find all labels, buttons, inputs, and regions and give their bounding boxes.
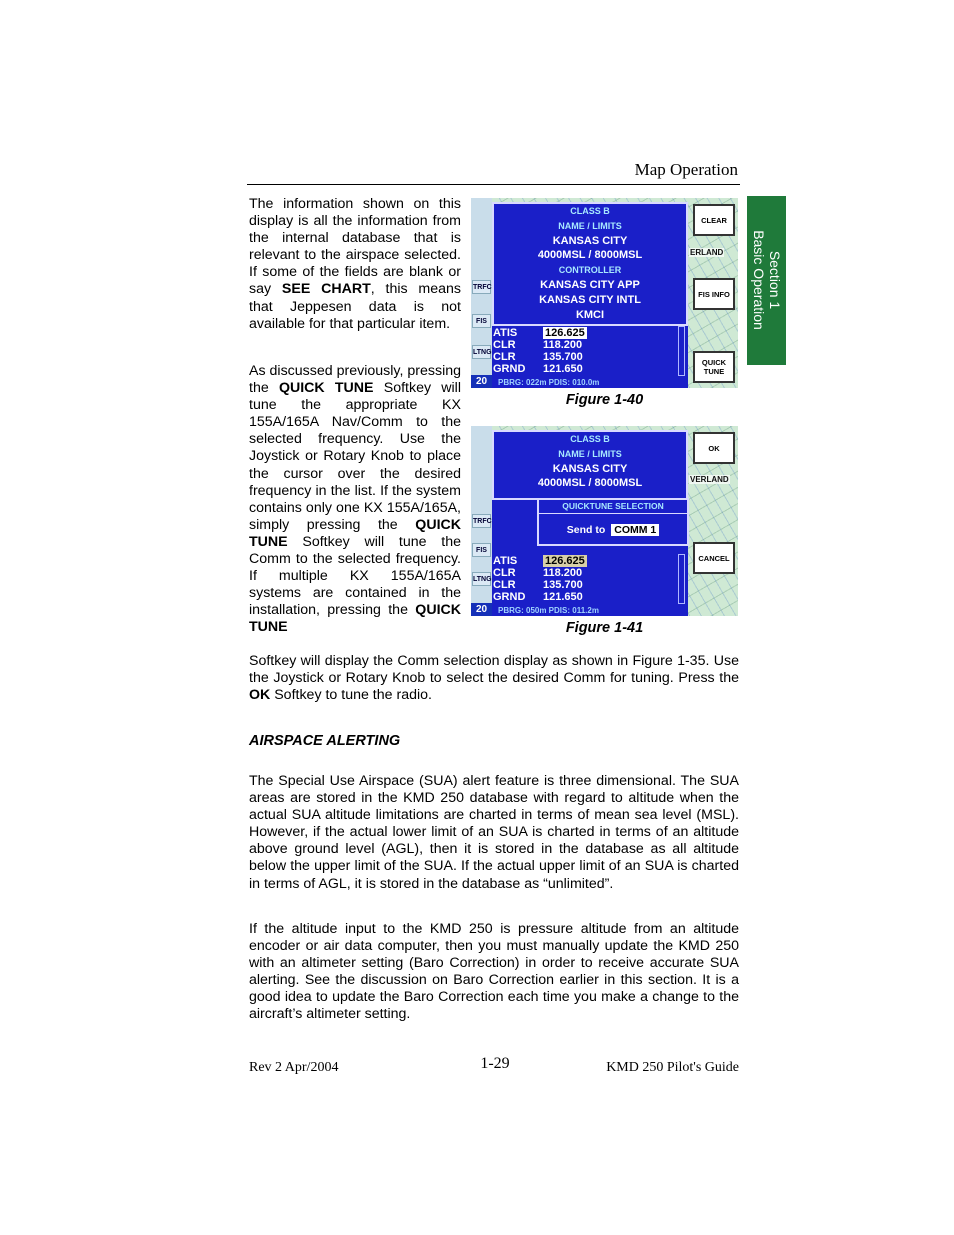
- freq-row[interactable]: [493, 579, 583, 591]
- panel-line-name: KANSAS CITY: [552, 234, 628, 247]
- paragraph-4: [249, 921, 739, 1024]
- p2-text-d: Softkey will display the Comm selection display as shown in Figure 1-35. Use the Joystick or Rotary Knob to select the desired Comm for tuning. Press the: [249, 653, 739, 687]
- airspace-info-panel: [492, 430, 688, 500]
- freq-label: GRND: [493, 591, 526, 603]
- airspace-info-panel: [492, 202, 688, 326]
- left-key-column: [471, 198, 492, 388]
- panel-line-name-limits: NAME / LIMITS: [558, 220, 622, 231]
- freq-label: CLR: [493, 351, 516, 363]
- page-number: 1-29: [480, 1055, 510, 1072]
- fis-info-softkey[interactable]: FIS INFO: [693, 278, 735, 310]
- paragraph-3: [249, 773, 739, 893]
- freq-value: 135.700: [543, 351, 583, 363]
- frequency-scrollbar[interactable]: [678, 326, 685, 376]
- section-tab-text: [751, 200, 783, 360]
- map-label: VERLAND: [690, 475, 729, 484]
- section-heading: AIRSPACE ALERTING: [249, 733, 401, 749]
- paragraph-1: [249, 196, 461, 333]
- panel-line-controller-1: KANSAS CITY APP: [540, 278, 640, 291]
- p2-text-a: As discussed previously, pressing the: [249, 363, 461, 397]
- freq-row[interactable]: [493, 351, 583, 363]
- freq-value-selected: 126.625: [545, 555, 585, 567]
- p2-bold-quick-tune-1: QUICK TUNE: [278, 380, 374, 397]
- figure-1-40-caption: Figure 1-40: [565, 392, 644, 408]
- freq-row[interactable]: [493, 591, 583, 603]
- freq-value: 121.650: [543, 363, 583, 375]
- freq-row[interactable]: [493, 327, 587, 339]
- footer-revision: Rev 2 Apr/2004: [249, 1060, 339, 1075]
- p1-text-a: The information shown on this display is all the information from the internal database that is relevant to the airspace selected. If some of the fields are blank or say: [249, 196, 461, 298]
- section-tab-line2: Basic Operation: [751, 230, 767, 330]
- left-key-ltng: LTNG: [472, 345, 491, 359]
- freq-value: 121.650: [543, 591, 583, 603]
- freq-value: 135.700: [543, 579, 583, 591]
- p4-text: If the altitude input to the KMD 250 is pressure altitude from an altitude encoder or air data computer, then you must manually update the KMD 250 with an altimeter setting (Baro Correction) in order to receive accurate SUA alerting. See the discussion on Baro Correction earlier in this section. It is a good idea to update the Baro Correction each time you make a change to the aircraft’s altimeter setting.: [249, 921, 739, 1023]
- panel-line-controller-2: KANSAS CITY INTL: [539, 293, 641, 306]
- left-key-fis: FIS: [472, 543, 491, 557]
- paragraph-2-continued: [249, 653, 739, 704]
- map-scale: 20: [471, 603, 492, 616]
- quick-tune-softkey[interactable]: QUICK TUNE: [693, 351, 735, 383]
- left-key-trfc: TRFC: [472, 280, 491, 294]
- header-rule: [247, 184, 740, 185]
- left-key-ltng: LTNG: [472, 572, 491, 586]
- panel-line-name-limits: NAME / LIMITS: [558, 448, 622, 459]
- freq-label: CLR: [493, 339, 516, 351]
- cancel-softkey[interactable]: CANCEL: [693, 542, 735, 574]
- footer-guide-title: KMD 250 Pilot's Guide: [606, 1060, 739, 1075]
- panel-line-limits: 4000MSL / 8000MSL: [537, 249, 643, 262]
- panel-line-limits: 4000MSL / 8000MSL: [537, 477, 643, 490]
- left-key-fis: FIS: [472, 314, 491, 328]
- freq-label: ATIS: [493, 327, 518, 339]
- figure-1-40-screen: [471, 198, 738, 388]
- map-scale: 20: [471, 375, 492, 388]
- map-label: ERLAND: [690, 248, 724, 257]
- quicktune-selection-dialog: [537, 498, 689, 546]
- panel-line-class: CLASS B: [570, 206, 610, 216]
- ok-softkey[interactable]: OK: [693, 432, 735, 464]
- freq-row[interactable]: [493, 363, 583, 375]
- status-bar: PBRG: 022m PDIS: 010.0m: [492, 378, 688, 388]
- p2-bold-quick-tune-3: QUICK TUNE: [249, 602, 461, 636]
- send-to-row: [539, 524, 687, 536]
- p1-bold: SEE CHART: [281, 281, 371, 298]
- left-key-column: [471, 426, 492, 616]
- panel-line-ident: KMCI: [575, 308, 605, 321]
- section-tab-line1: Section 1: [767, 250, 783, 310]
- frequency-scrollbar[interactable]: [678, 554, 685, 604]
- freq-label: ATIS: [493, 555, 518, 567]
- p2-bold-ok: OK: [249, 687, 271, 704]
- p2-bold-quick-tune-2: QUICK TUNE: [249, 516, 461, 550]
- p1-text-b: , this means that Jeppesen data is not available for that particular item.: [249, 281, 461, 332]
- left-key-trfc: TRFC: [472, 514, 491, 528]
- panel-line-controller-title: CONTROLLER: [558, 265, 622, 276]
- freq-label: GRND: [493, 363, 526, 375]
- freq-value: 118.200: [543, 567, 583, 579]
- freq-value: 118.200: [543, 339, 583, 351]
- page-header-title: Map Operation: [634, 160, 738, 179]
- freq-value-selected: 126.625: [545, 327, 585, 339]
- p2-text-c: Softkey will tune the Comm to the selected frequency. If multiple KX 155A/165A systems are contained in the installation, pressing the: [249, 533, 461, 619]
- panel-line-name: KANSAS CITY: [552, 462, 628, 475]
- status-bar: PBRG: 050m PDIS: 011.2m: [492, 606, 688, 616]
- freq-row[interactable]: [493, 567, 582, 579]
- figure-1-41-caption: Figure 1-41: [565, 620, 644, 636]
- figure-1-41-screen: [471, 426, 738, 616]
- paragraph-2: [249, 363, 461, 637]
- freq-label: CLR: [493, 579, 516, 591]
- comm-selector[interactable]: COMM 1: [611, 524, 659, 536]
- freq-row[interactable]: [493, 339, 582, 351]
- p2-text-b: Softkey will tune the appropriate KX 155A/165A Nav/Comm to the selected frequency. Use the Joystick or Rotary Knob to place the cursor over the desired frequency in the list. If the system contains only one KX 155A/165A, simply pressing the: [249, 380, 461, 533]
- p3-text: The Special Use Airspace (SUA) alert feature is three dimensional. The SUA areas are stored in the KMD 250 database with regard to altitude when the actual SUA altitude limitations are charted in terms of mean sea level (MSL). However, if the actual lower limit of an SUA is charted in terms of an altitude above ground level (AGL), then it is stored in the database as all altitude below the upper limit of the SUA. If the actual upper limit of an SUA is charted in terms of AGL, it is stored in the database as “unlimited”.: [249, 773, 739, 892]
- quicktune-title: QUICKTUNE SELECTION: [539, 500, 687, 514]
- freq-row[interactable]: [493, 555, 587, 567]
- section-tab: [747, 196, 786, 365]
- panel-line-class: CLASS B: [570, 434, 610, 444]
- clear-softkey[interactable]: CLEAR: [693, 204, 735, 236]
- p2-text-e: Softkey to tune the radio.: [270, 687, 432, 704]
- freq-label: CLR: [493, 567, 516, 579]
- send-to-label: Send to: [566, 524, 606, 536]
